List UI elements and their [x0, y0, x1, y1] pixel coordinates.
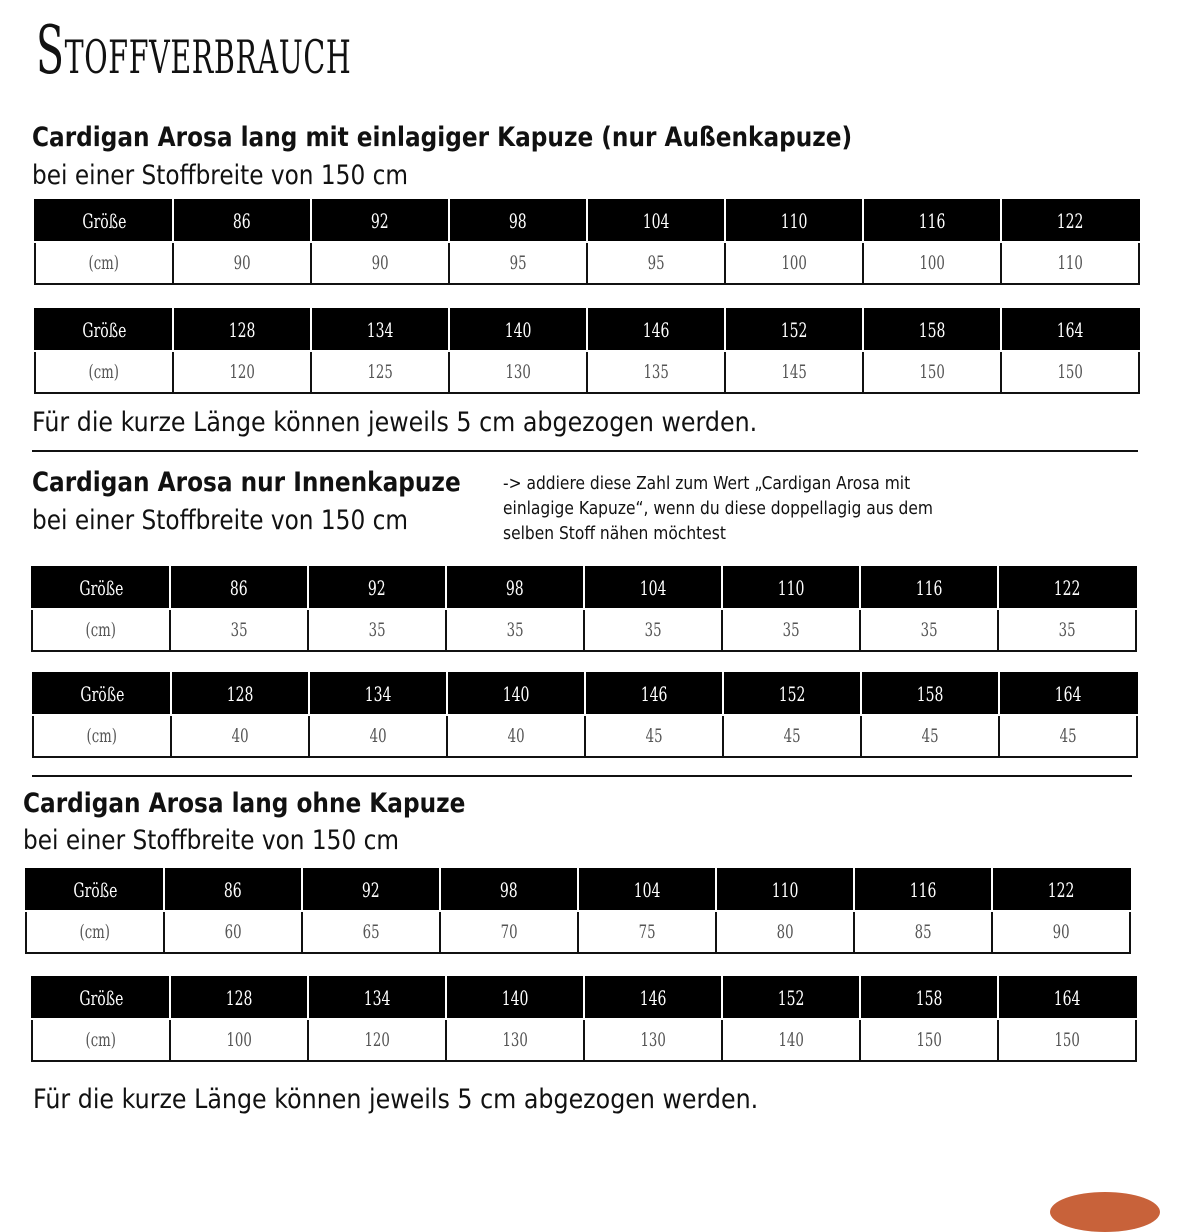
cell-text: 40 [507, 725, 525, 747]
size-cell [311, 200, 449, 242]
cell-text: 90 [1052, 921, 1070, 943]
section-3-note: Für die kurze Länge können jeweils 5 cm abgezogen werden. [33, 1084, 759, 1115]
cell-text: 135 [643, 361, 669, 383]
size-header-row [35, 309, 1139, 351]
size-table-s2-t1 [31, 566, 1137, 652]
cell-text: 146 [642, 318, 670, 342]
cell-text: 150 [919, 361, 945, 383]
size-table-s1-t2 [34, 308, 1140, 394]
size-cell [170, 567, 308, 609]
section-2-subheading: bei einer Stoffbreite von 150 cm [32, 505, 408, 536]
cell-text: 150 [1054, 1029, 1080, 1051]
size-label-cell [35, 309, 173, 351]
fabric-amount-cell [302, 911, 440, 953]
cell-text: 104 [642, 209, 670, 233]
section-1-heading: Cardigan Arosa lang mit einlagiger Kapuze (nur Außenkapuze) [32, 122, 853, 153]
cell-text: 100 [226, 1029, 252, 1051]
cell-text: 140 [502, 682, 530, 706]
fabric-amount-cell [173, 242, 311, 284]
size-cell [1001, 309, 1139, 351]
cell-text: 40 [369, 725, 387, 747]
cell-text: 128 [228, 318, 256, 342]
fabric-amount-cell [722, 609, 860, 651]
cell-text: 98 [500, 878, 518, 902]
cell-text: 145 [781, 361, 807, 383]
size-cell [308, 567, 446, 609]
size-cell [173, 309, 311, 351]
cell-text: 130 [640, 1029, 666, 1051]
cell-text: 116 [918, 209, 946, 233]
cell-text: 120 [364, 1029, 390, 1051]
fabric-amount-cell [311, 242, 449, 284]
unit-label-cell [35, 351, 173, 393]
unit-label-cell [33, 715, 171, 757]
cell-text: 100 [781, 252, 807, 274]
cell-text: 134 [364, 682, 392, 706]
fabric-amount-cell [173, 351, 311, 393]
size-cell [311, 309, 449, 351]
cell-text: 35 [782, 619, 800, 641]
fabric-amount-cell [722, 1019, 860, 1061]
cell-text: 90 [371, 252, 389, 274]
fabric-amount-cell [854, 911, 992, 953]
size-value-row [33, 715, 1137, 757]
size-header-row [35, 200, 1139, 242]
size-value-row [32, 1019, 1136, 1061]
unit-label-cell [32, 1019, 170, 1061]
size-cell [170, 977, 308, 1019]
fabric-amount-cell [447, 715, 585, 757]
fabric-amount-cell [587, 351, 725, 393]
fabric-amount-cell [308, 1019, 446, 1061]
size-cell [585, 673, 723, 715]
cell-text: 152 [780, 318, 808, 342]
cell-text: 70 [500, 921, 518, 943]
size-cell [725, 200, 863, 242]
cell-text: 140 [501, 986, 529, 1010]
unit-label-cell [35, 242, 173, 284]
cell-text: 100 [919, 252, 945, 274]
fabric-amount-cell [999, 715, 1137, 757]
cell-text: 140 [504, 318, 532, 342]
fabric-amount-cell [863, 242, 1001, 284]
cell-text: 35 [230, 619, 248, 641]
fabric-amount-cell [1001, 242, 1139, 284]
cell-text: 86 [224, 878, 242, 902]
size-cell [722, 567, 860, 609]
cell-text: (cm) [79, 921, 111, 943]
cell-text: 65 [362, 921, 380, 943]
fabric-amount-cell [449, 242, 587, 284]
cell-text: 45 [1059, 725, 1077, 747]
size-table-s1-t1 [34, 199, 1140, 285]
cell-text: (cm) [85, 619, 117, 641]
cell-text: 125 [367, 361, 393, 383]
fabric-amount-cell [584, 609, 722, 651]
cell-text: 60 [224, 921, 242, 943]
size-cell [1001, 200, 1139, 242]
cell-text: 140 [778, 1029, 804, 1051]
size-value-row [35, 351, 1139, 393]
fabric-amount-cell [309, 715, 447, 757]
size-cell [449, 309, 587, 351]
fabric-amount-cell [311, 351, 449, 393]
size-cell [860, 567, 998, 609]
fabric-amount-cell [998, 609, 1136, 651]
size-cell [860, 977, 998, 1019]
cell-text: 86 [233, 209, 251, 233]
section-2-heading: Cardigan Arosa nur Innenkapuze [32, 467, 461, 498]
section-3-subheading: bei einer Stoffbreite von 150 cm [23, 825, 399, 856]
size-cell [309, 673, 447, 715]
cell-text: (cm) [88, 252, 120, 274]
fabric-amount-cell [584, 1019, 722, 1061]
size-cell [725, 309, 863, 351]
cell-text: 158 [915, 986, 943, 1010]
size-cell [716, 869, 854, 911]
fabric-amount-cell [171, 715, 309, 757]
size-cell [992, 869, 1130, 911]
fabric-amount-cell [716, 911, 854, 953]
size-header-row [26, 869, 1130, 911]
cell-text: 85 [914, 921, 932, 943]
fabric-amount-cell [725, 351, 863, 393]
cell-text: 104 [633, 878, 661, 902]
fabric-amount-cell [308, 609, 446, 651]
size-header-row [33, 673, 1137, 715]
cell-text: 35 [506, 619, 524, 641]
cell-text: 92 [362, 878, 380, 902]
cell-text: 40 [231, 725, 249, 747]
cell-text: 45 [783, 725, 801, 747]
cell-text: 90 [233, 252, 251, 274]
size-cell [308, 977, 446, 1019]
cell-text: 86 [230, 576, 248, 600]
size-cell [863, 200, 1001, 242]
cell-text: (cm) [86, 725, 118, 747]
size-cell [449, 200, 587, 242]
cell-text: 158 [918, 318, 946, 342]
fabric-amount-cell [863, 351, 1001, 393]
cell-text: 122 [1053, 576, 1081, 600]
cell-text: (cm) [88, 361, 120, 383]
fabric-amount-cell [446, 609, 584, 651]
cell-text: 35 [1058, 619, 1076, 641]
cell-text: 134 [366, 318, 394, 342]
size-cell [587, 309, 725, 351]
cell-text: 146 [640, 682, 668, 706]
section-divider [32, 775, 1132, 777]
size-cell [854, 869, 992, 911]
section-divider [32, 450, 1138, 452]
cell-text: 98 [506, 576, 524, 600]
cell-text: 128 [226, 682, 254, 706]
cell-text: Größe [73, 878, 117, 902]
size-cell [447, 673, 585, 715]
section-1-note: Für die kurze Länge können jeweils 5 cm abgezogen werden. [32, 407, 758, 438]
hint-line: einlagige Kapuze“, wenn du diese doppellagig aus dem [503, 498, 933, 519]
cell-text: 95 [647, 252, 665, 274]
cell-text: 110 [780, 209, 808, 233]
size-label-cell [26, 869, 164, 911]
cell-text: 116 [909, 878, 937, 902]
fabric-amount-cell [170, 1019, 308, 1061]
page-title: Stoffverbrauch [36, 12, 352, 89]
size-table-s3-t1 [25, 868, 1131, 954]
size-value-row [32, 609, 1136, 651]
cell-text: 128 [225, 986, 253, 1010]
fabric-amount-cell [1001, 351, 1139, 393]
size-cell [998, 567, 1136, 609]
cell-text: Größe [82, 318, 126, 342]
hint-line: selben Stoff nähen möchtest [503, 523, 726, 544]
size-cell [173, 200, 311, 242]
cell-text: 116 [915, 576, 943, 600]
fabric-amount-cell [585, 715, 723, 757]
cell-text: 45 [921, 725, 939, 747]
cell-text: 75 [638, 921, 656, 943]
size-cell [440, 869, 578, 911]
fabric-amount-cell [446, 1019, 584, 1061]
size-cell [722, 977, 860, 1019]
cell-text: 95 [509, 252, 527, 274]
size-cell [171, 673, 309, 715]
size-cell [999, 673, 1137, 715]
size-cell [861, 673, 999, 715]
cell-text: 152 [777, 986, 805, 1010]
cell-text: 158 [916, 682, 944, 706]
cell-text: (cm) [85, 1029, 117, 1051]
decorative-shape [1050, 1192, 1160, 1232]
size-cell [302, 869, 440, 911]
cell-text: 130 [505, 361, 531, 383]
cell-text: 110 [771, 878, 799, 902]
size-value-row [26, 911, 1130, 953]
size-label-cell [33, 673, 171, 715]
size-table-s2-t2 [32, 672, 1138, 758]
size-header-row [32, 567, 1136, 609]
size-value-row [35, 242, 1139, 284]
cell-text: 110 [777, 576, 805, 600]
size-label-cell [35, 200, 173, 242]
size-cell [863, 309, 1001, 351]
cell-text: 146 [639, 986, 667, 1010]
fabric-amount-cell [587, 242, 725, 284]
fabric-amount-cell [725, 242, 863, 284]
fabric-amount-cell [440, 911, 578, 953]
fabric-amount-cell [164, 911, 302, 953]
size-label-cell [32, 977, 170, 1019]
cell-text: 134 [363, 986, 391, 1010]
cell-text: 35 [920, 619, 938, 641]
cell-text: 45 [645, 725, 663, 747]
cell-text: 80 [776, 921, 794, 943]
fabric-amount-cell [860, 1019, 998, 1061]
cell-text: Größe [80, 682, 124, 706]
size-cell [584, 567, 722, 609]
fabric-amount-cell [170, 609, 308, 651]
cell-text: Größe [79, 576, 123, 600]
fabric-amount-cell [449, 351, 587, 393]
cell-text: 35 [644, 619, 662, 641]
cell-text: 98 [509, 209, 527, 233]
fabric-amount-cell [998, 1019, 1136, 1061]
cell-text: 110 [1057, 252, 1083, 274]
cell-text: 164 [1056, 318, 1084, 342]
cell-text: Größe [82, 209, 126, 233]
size-header-row [32, 977, 1136, 1019]
size-cell [723, 673, 861, 715]
cell-text: 92 [371, 209, 389, 233]
section-1-subheading: bei einer Stoffbreite von 150 cm [32, 160, 408, 191]
cell-text: 150 [1057, 361, 1083, 383]
cell-text: Größe [79, 986, 123, 1010]
cell-text: 152 [778, 682, 806, 706]
hint-line: -> addiere diese Zahl zum Wert „Cardigan Arosa mit [503, 473, 911, 494]
size-cell [446, 567, 584, 609]
size-cell [587, 200, 725, 242]
size-cell [998, 977, 1136, 1019]
unit-label-cell [32, 609, 170, 651]
cell-text: 164 [1054, 682, 1082, 706]
cell-text: 130 [502, 1029, 528, 1051]
cell-text: 150 [916, 1029, 942, 1051]
fabric-amount-cell [578, 911, 716, 953]
section-3-heading: Cardigan Arosa lang ohne Kapuze [23, 788, 466, 819]
size-cell [584, 977, 722, 1019]
cell-text: 164 [1053, 986, 1081, 1010]
cell-text: 104 [639, 576, 667, 600]
fabric-amount-cell [860, 609, 998, 651]
fabric-amount-cell [992, 911, 1130, 953]
cell-text: 122 [1056, 209, 1084, 233]
size-cell [578, 869, 716, 911]
size-cell [164, 869, 302, 911]
unit-label-cell [26, 911, 164, 953]
size-label-cell [32, 567, 170, 609]
fabric-amount-cell [861, 715, 999, 757]
fabric-amount-cell [723, 715, 861, 757]
size-table-s3-t2 [31, 976, 1137, 1062]
cell-text: 122 [1047, 878, 1075, 902]
cell-text: 35 [368, 619, 386, 641]
size-cell [446, 977, 584, 1019]
cell-text: 120 [229, 361, 255, 383]
cell-text: 92 [368, 576, 386, 600]
section-2-hint [503, 471, 985, 546]
